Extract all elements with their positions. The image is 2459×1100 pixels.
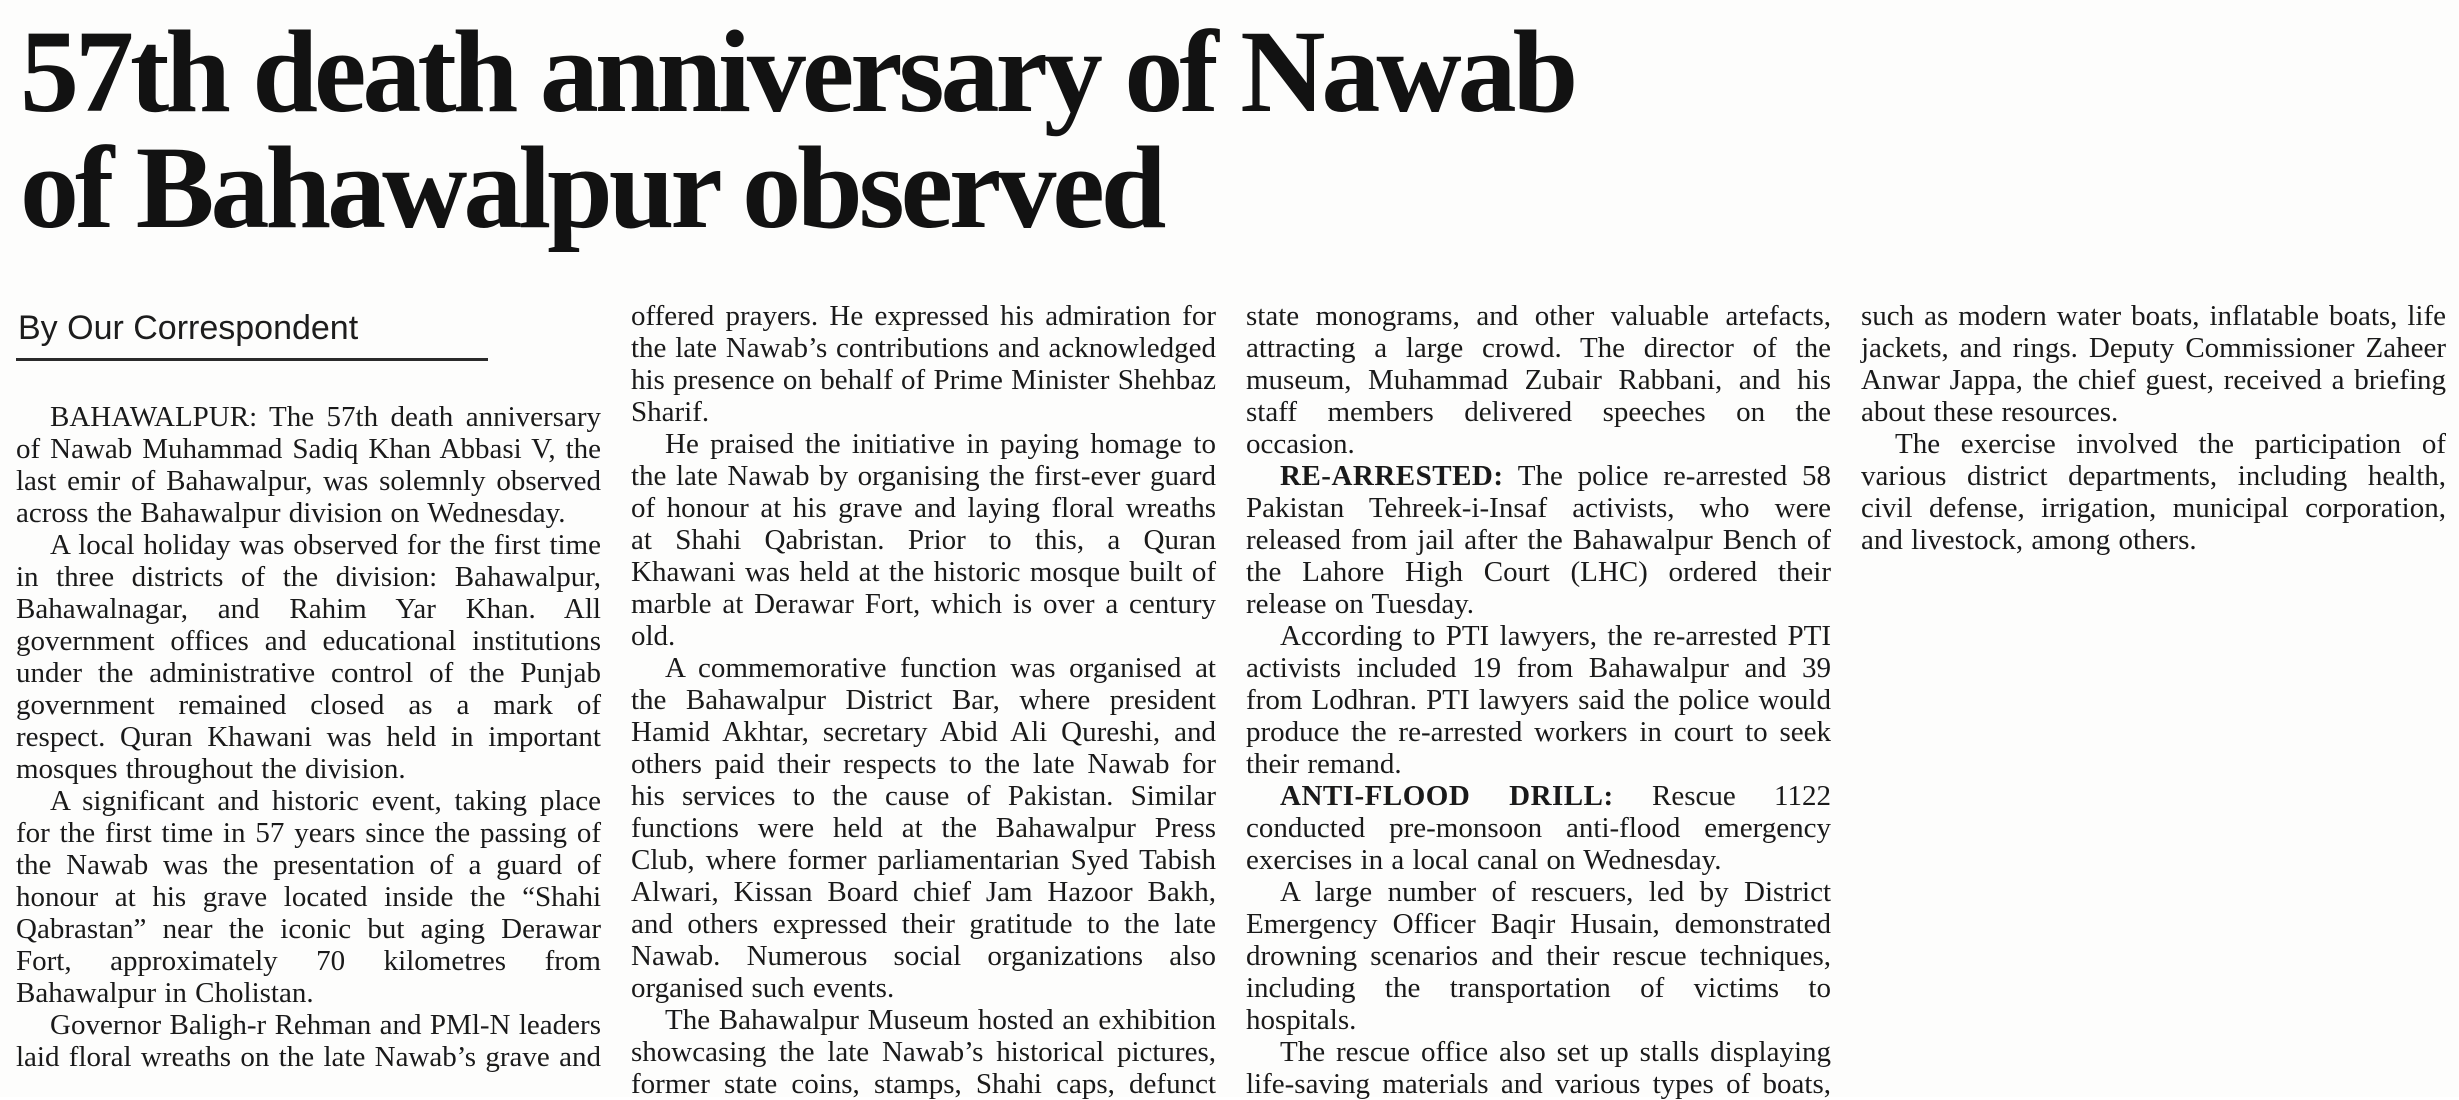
- paragraph-text: He praised the initiative in paying homage to the late Nawab by organising the first-ever guard of honour at his grave and laying floral wreaths at Shahi Qabristan. Prior to this, a Quran Khawani was held at the historic mosque built of marble at Derawar Fort, which is over a century old.: [631, 428, 1216, 652]
- article-paragraph: [1861, 428, 2446, 556]
- paragraph-text: BAHAWALPUR: The 57th death anniversary of Nawab Muhammad Sadiq Khan Abbasi V, the last emir of Bahawalpur, was solemnly observed across the Bahawalpur division on Wednesday.: [16, 401, 601, 529]
- article-paragraph: [1246, 460, 1831, 620]
- paragraph-lead: RE-ARRESTED:: [1280, 460, 1504, 492]
- article-paragraph: [16, 785, 601, 1009]
- article-paragraph: [16, 401, 601, 529]
- paragraph-text: A local holiday was observed for the first time in three districts of the division: Bahawalpur, Bahawalnagar, and Rahim Yar Khan. All government offices and educational institutions under the administrative control of the Punjab government remained closed as a mark of respect. Quran Khawani was held in important mosques throughout the division.: [16, 529, 601, 785]
- byline-label: By Our Correspondent: [18, 309, 359, 347]
- paragraph-text: The exercise involved the participation of various district departments, including health, civil defense, irrigation, municipal corporation, and livestock, among others.: [1861, 428, 2446, 556]
- paragraph-text: A large number of rescuers, led by District Emergency Officer Baqir Husain, demonstrated drowning scenarios and their rescue techniques, including the transportation of victims to hospitals.: [1246, 876, 1831, 1036]
- article-paragraph: [16, 529, 601, 785]
- paragraph-text: The police re-arrested 58 Pakistan Tehreek-i-Insaf activists, who were released from jail after the Bahawalpur Bench of the Lahore High Court (LHC) ordered their release on Tuesday.: [1246, 460, 1831, 620]
- paragraph-text: The rescue office also set up stalls displaying life-saving materials and various types of boats, such as modern water boats, inflatable boats, life jackets, and rings. Deputy Commissioner Zaheer Anwar Jappa, the chief guest, received a briefing about these resources.: [1246, 300, 2446, 1100]
- headline-line-2: of Bahawalpur observed: [20, 122, 1163, 253]
- paragraph-lead: ANTI-FLOOD DRILL:: [1280, 780, 1614, 812]
- paragraph-text: The Bahawalpur Museum hosted an exhibition showcasing the late Nawab’s historical pictures, former state coins, stamps, Shahi caps, defunct state monograms, and other valuable artefacts, attracting a large crowd. The director of the museum, Muhammad Zubair Rabbani, and his staff members delivered speeches on the occasion.: [631, 300, 1831, 1100]
- article-paragraph: [1246, 876, 1831, 1036]
- article-paragraph: [631, 428, 1216, 652]
- headline: [0, 0, 2459, 253]
- article-paragraphs: [16, 300, 2446, 1100]
- article-body: [16, 300, 2446, 1100]
- paragraph-text: According to PTI lawyers, the re-arrested PTI activists included 19 from Bahawalpur and 39 from Lodhran. PTI lawyers said the police would produce the re-arrested workers in court to seek their remand.: [1246, 620, 1831, 780]
- headline-line-1: 57th death anniversary of Nawab: [20, 6, 1575, 137]
- article-paragraph: [631, 652, 1216, 1004]
- paragraph-text: Rescue 1122 conducted pre-monsoon anti-flood emergency exercises in a local canal on Wednesday.: [1246, 780, 1831, 876]
- paragraph-text: A significant and historic event, taking place for the first time in 57 years since the passing of the Nawab was the presentation of a guard of honour at his grave located inside the “Shahi Qabrastan” near the iconic but aging Derawar Fort, approximately 70 kilometres from Bahawalpur in Cholistan.: [16, 785, 601, 1009]
- byline: [16, 300, 488, 361]
- article-paragraph: [1246, 780, 1831, 876]
- paragraph-text: A commemorative function was organised at the Bahawalpur District Bar, where president Hamid Akhtar, secretary Abid Ali Qureshi, and others paid their respects to the late Nawab for his services to the cause of Pakistan. Similar functions were held at the Bahawalpur Press Club, where former parliamentarian Syed Tabish Alwari, Kissan Board chief Jam Hazoor Bakh, and others expressed their gratitude to the late Nawab. Numerous social organizations also organised such events.: [631, 652, 1216, 1004]
- paragraph-text: Governor Baligh-r Rehman and PMl-N leaders laid floral wreaths on the late Nawab’s grave and offered prayers. He expressed his admiration for the late Nawab’s contributions and acknowledged his presence on behalf of Prime Minister Shehbaz Sharif.: [16, 300, 1216, 1073]
- article-paragraph: [1246, 620, 1831, 780]
